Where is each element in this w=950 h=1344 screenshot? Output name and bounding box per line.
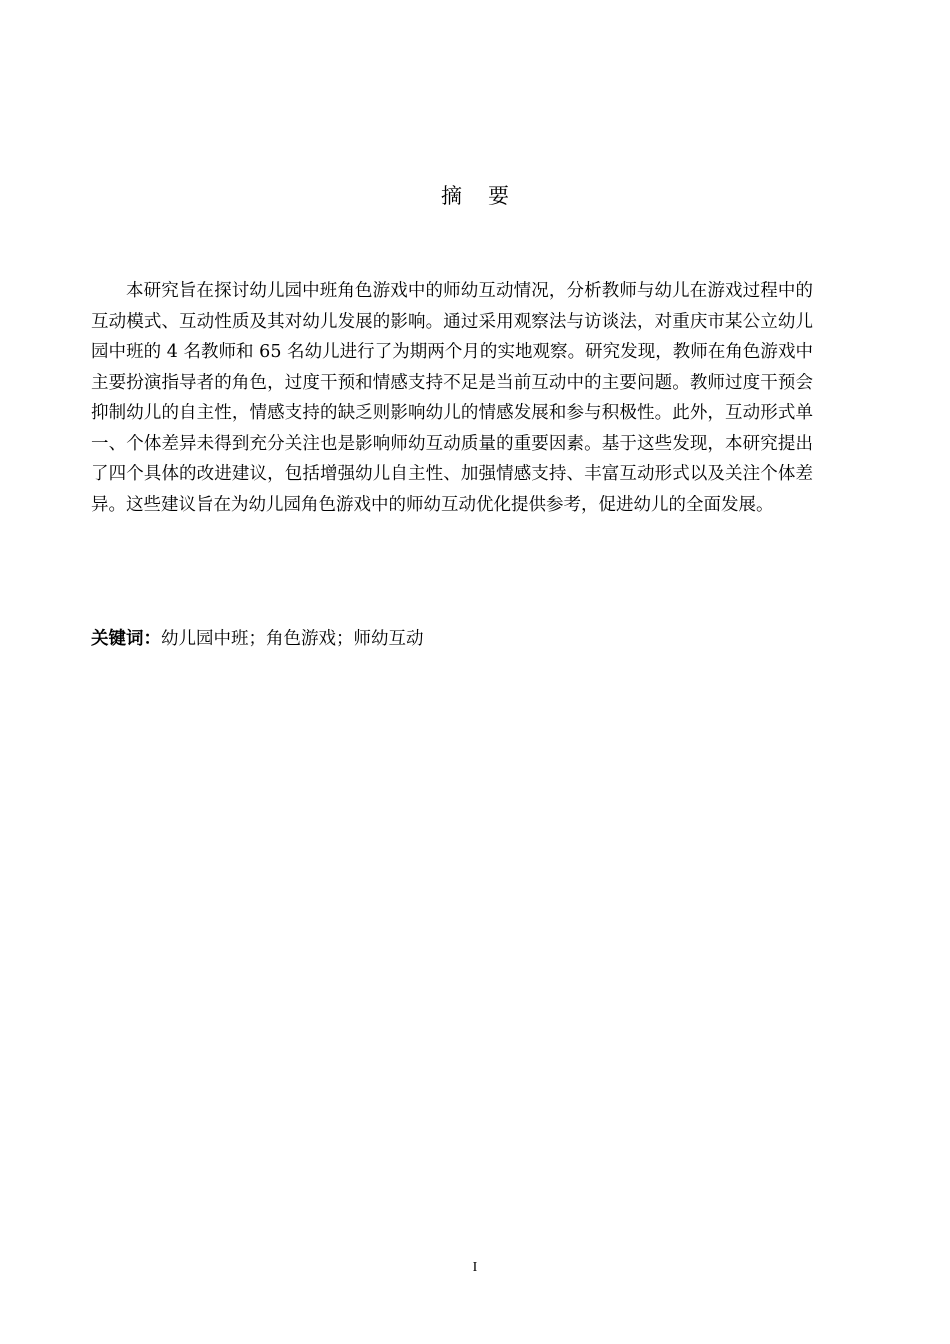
abstract-title-char-1: 摘 xyxy=(441,184,462,208)
keywords-value: 幼儿园中班；角色游戏；师幼互动 xyxy=(161,629,424,649)
keywords-line xyxy=(91,624,813,654)
abstract-body: 本研究旨在探讨幼儿园中班角色游戏中的师幼互动情况，分析教师与幼儿在游戏过程中的互动模式、互动性质及其对幼儿发展的影响。通过采用观察法与访谈法，对重庆市某公立幼儿园中班的 4 名教师和 65 名幼儿进行了为期两个月的实地观察。研究发现，教师在角色游戏中主要扮演指导者的角色，过度干预和情感支持不足是当前互动中的主要问题。教师过度干预会抑制幼儿的自主性，情感支持的缺乏则影响幼儿的情感发展和参与积极性。此外，互动形式单一、个体差异未得到充分关注也是影响师幼互动质量的重要因素。基于这些发现，本研究提出了四个具体的改进建议，包括增强幼儿自主性、加强情感支持、丰富互动形式以及关注个体差异。这些建议旨在为幼儿园角色游戏中的师幼互动优化提供参考，促进幼儿的全面发展。 xyxy=(91,281,813,515)
abstract-title xyxy=(0,180,950,210)
page-number: I xyxy=(472,1260,478,1275)
keywords-label: 关键词： xyxy=(91,629,161,649)
abstract-title-char-2: 要 xyxy=(488,184,509,208)
